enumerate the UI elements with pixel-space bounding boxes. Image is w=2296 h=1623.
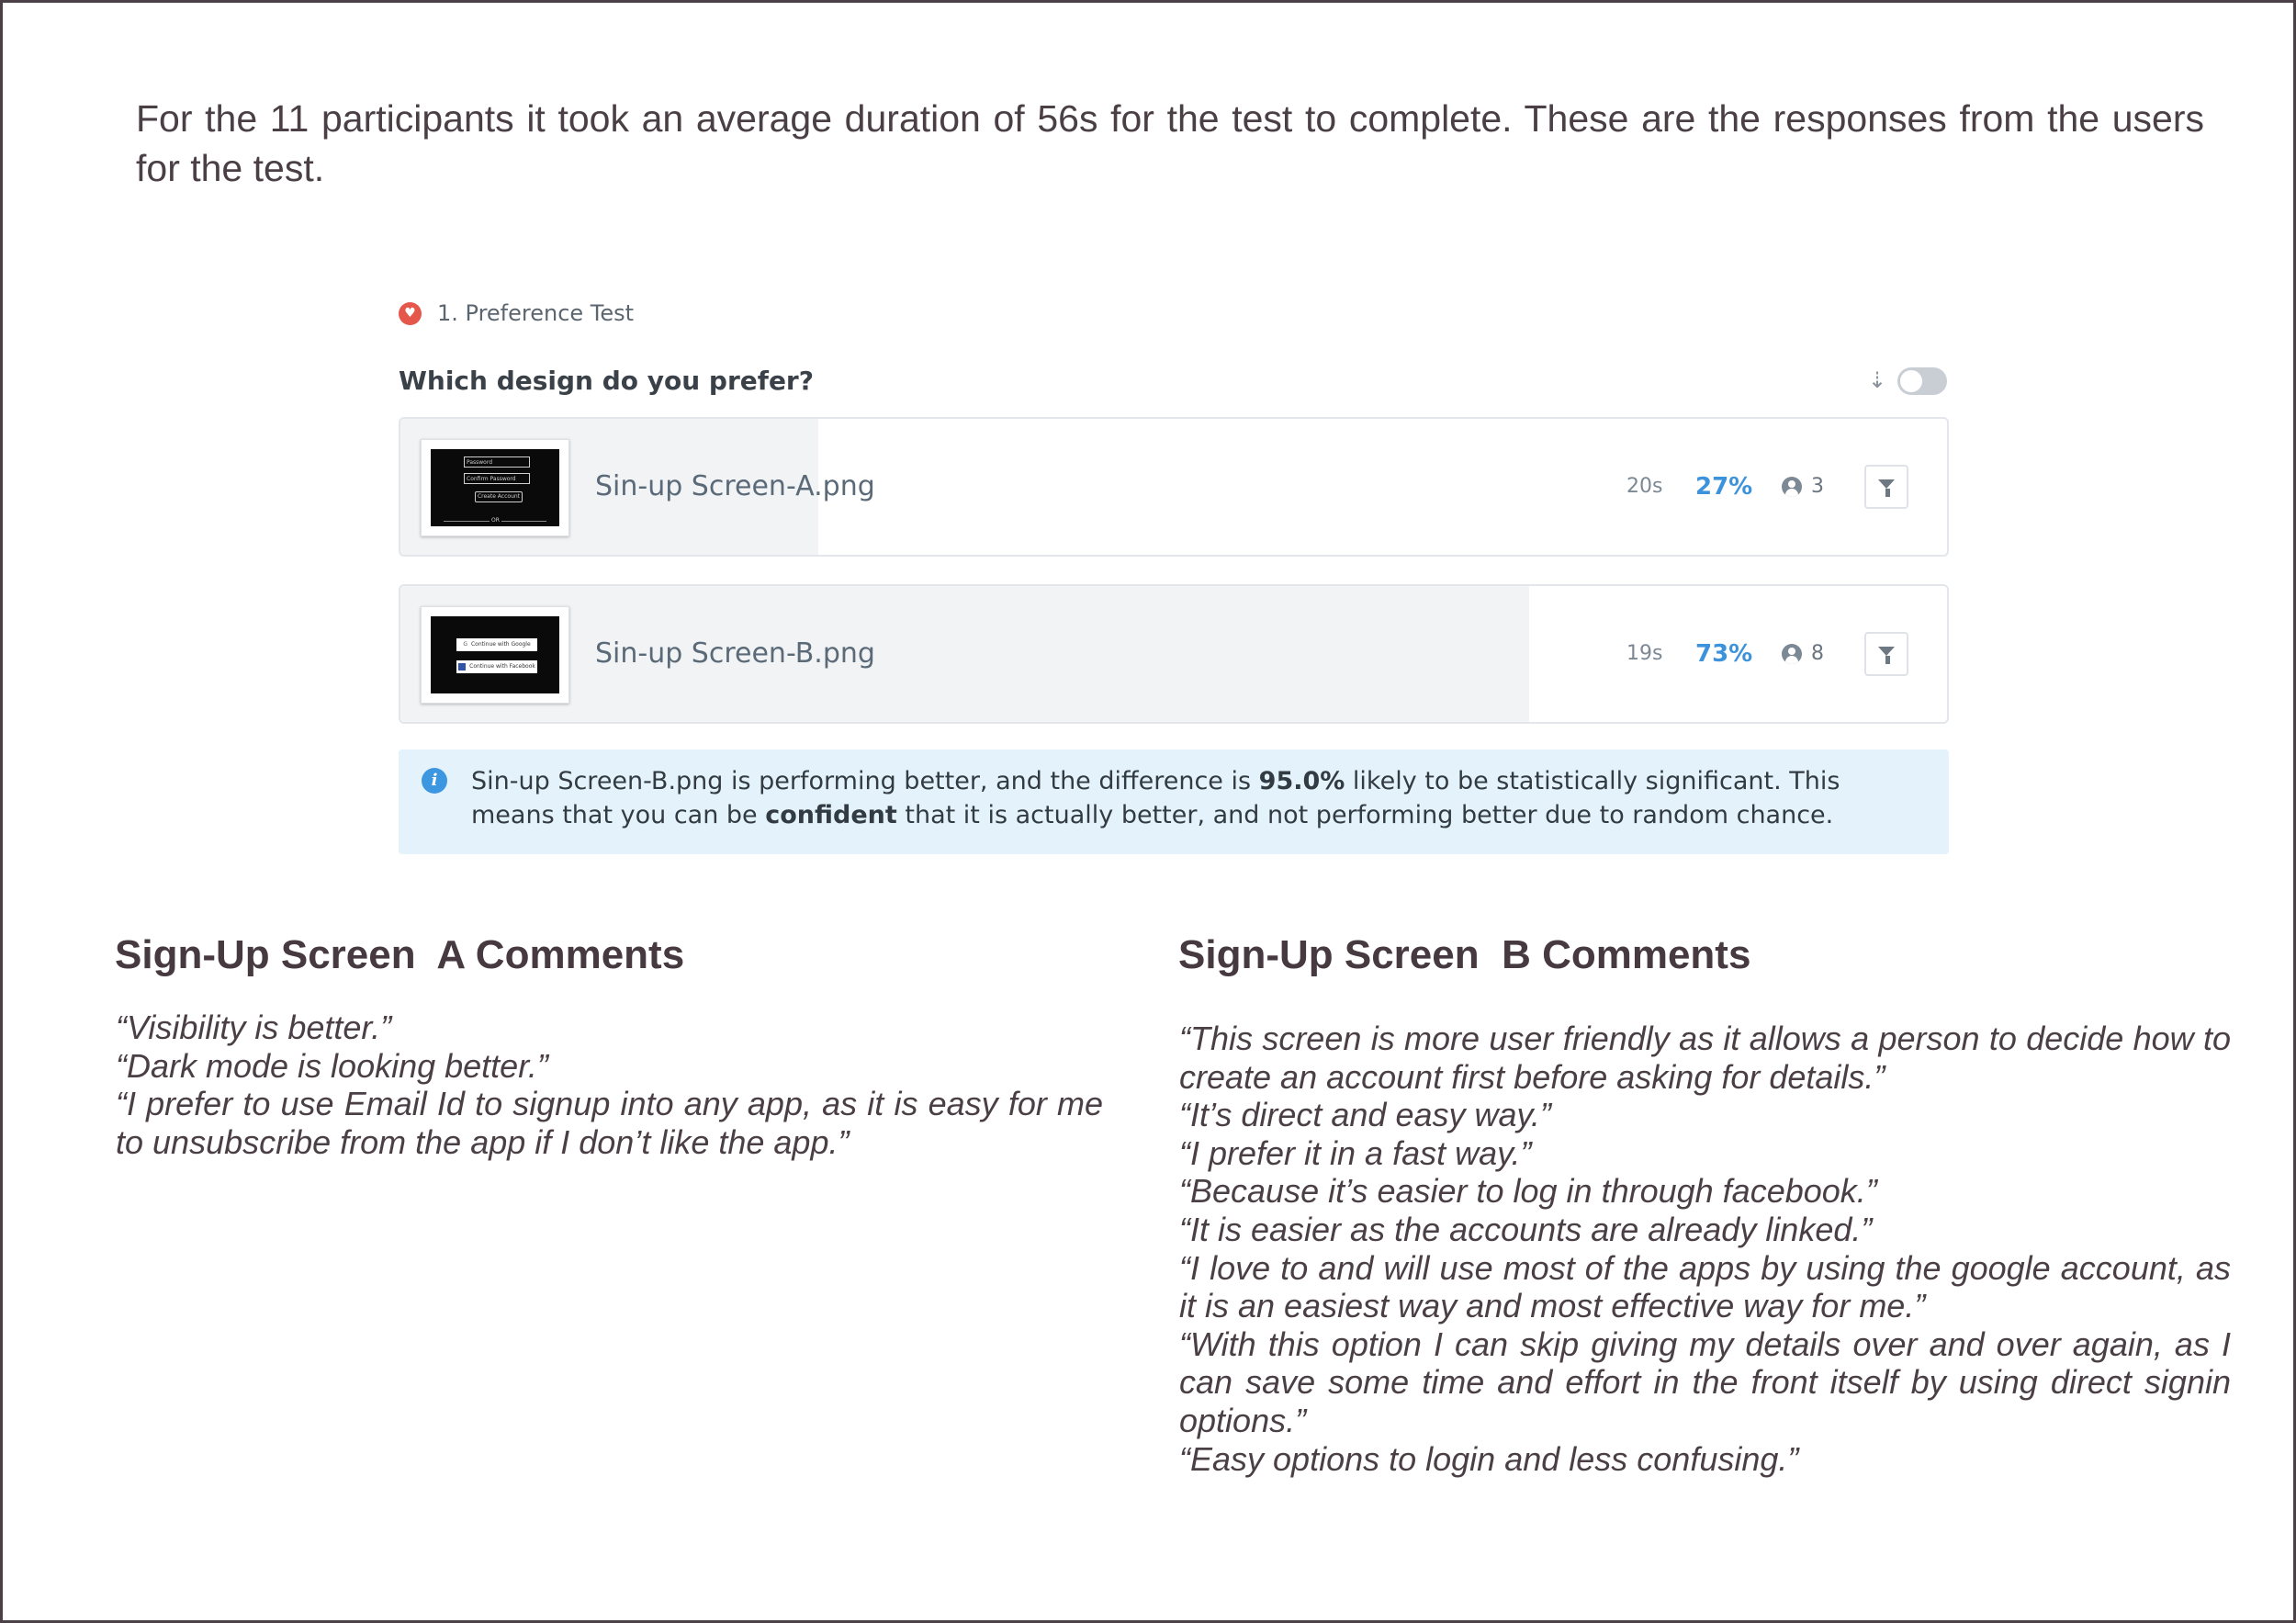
funnel-icon <box>1878 647 1895 656</box>
comments-a-heading: Sign-Up Screen A Comments <box>115 932 685 977</box>
comment-quote: “I love to and will use most of the apps by using the google account, as it is an easiest way and most effective way for me.” <box>1179 1248 2231 1325</box>
comment-quote: “Visibility is better.” <box>116 1009 392 1046</box>
thumbnail-b[interactable] <box>421 606 569 704</box>
comment-quote: “This screen is more user friendly as it allows a person to decide how to create an account first before asking for details.” <box>1179 1020 2231 1096</box>
filter-button[interactable] <box>1864 465 1908 509</box>
funnel-icon <box>1878 479 1895 489</box>
sort-icon[interactable]: ⇣ <box>1868 367 1887 393</box>
comment-quote: “It’s direct and easy way.” <box>1179 1096 1551 1134</box>
heart-icon: ♥ <box>399 302 422 325</box>
option-count: 8 <box>1811 642 1824 665</box>
sort-toggle[interactable] <box>1897 367 1947 395</box>
preference-test-card <box>399 294 1949 863</box>
significance-callout: i Sin-up Screen-B.png is performing better, and the difference is 95.0% likely to be statistically significant. This means that you can be confident that it is actually better, and not performing better due to random chance. <box>399 750 1949 854</box>
mini-confirm-field: Confirm Password <box>464 473 530 484</box>
info-icon: i <box>422 768 447 794</box>
comment-quote: “Easy options to login and less confusing.” <box>1179 1439 1799 1478</box>
option-filename: Sin-up Screen-A.png <box>595 470 875 502</box>
comment-quote: “I prefer it in a fast way.” <box>1179 1133 1532 1172</box>
option-duration: 19s <box>1626 642 1663 665</box>
comment-quote: “Dark mode is looking better.” <box>116 1046 548 1085</box>
comment-quote: “Because it’s easier to log in through facebook.” <box>1179 1172 1877 1211</box>
mini-google-button: G Continue with Google <box>456 638 537 651</box>
option-row-a[interactable] <box>399 417 1949 557</box>
mini-or: OR <box>491 517 500 524</box>
toggle-knob <box>1900 370 1922 392</box>
test-header <box>399 299 634 327</box>
option-count: 3 <box>1811 475 1824 498</box>
comments-b-list <box>1179 1020 2231 1478</box>
thumbnail-screen <box>431 449 559 526</box>
thumbnail-screen <box>431 616 559 693</box>
question-text: Which design do you prefer? <box>399 366 814 396</box>
thumbnail-a[interactable] <box>421 439 569 536</box>
option-row-b[interactable] <box>399 584 1949 724</box>
user-icon <box>1782 477 1802 497</box>
comments-b-heading: Sign-Up Screen B Comments <box>1178 932 1751 977</box>
option-duration: 20s <box>1626 475 1663 498</box>
test-title: 1. Preference Test <box>437 300 635 326</box>
mini-facebook-button: Continue with Facebook <box>456 660 537 673</box>
mini-password-field: Password <box>464 456 530 468</box>
comment-quote: “It is easier as the accounts are already linked.” <box>1179 1210 1873 1248</box>
intro-paragraph: For the 11 participants it took an average duration of 56s for the test to complete. These are the responses from the users for the test. <box>136 97 2204 189</box>
option-filename: Sin-up Screen-B.png <box>595 637 875 670</box>
comment-quote: “I prefer to use Email Id to signup into any app, as it is easy for me to unsubscribe from the app if I don’t like the app.” <box>116 1085 1103 1161</box>
comments-a-list <box>116 1009 1103 1161</box>
mini-create-button: Create Account <box>475 491 523 502</box>
user-icon <box>1782 644 1802 664</box>
option-percent: 27% <box>1695 473 1753 501</box>
share-bar <box>400 586 1529 722</box>
comment-quote: “With this option I can skip giving my details over and over again, as I can save some time and effort in the front itself by using direct signin options.” <box>1179 1324 2231 1439</box>
filter-button[interactable] <box>1864 632 1908 676</box>
option-percent: 73% <box>1695 640 1753 668</box>
